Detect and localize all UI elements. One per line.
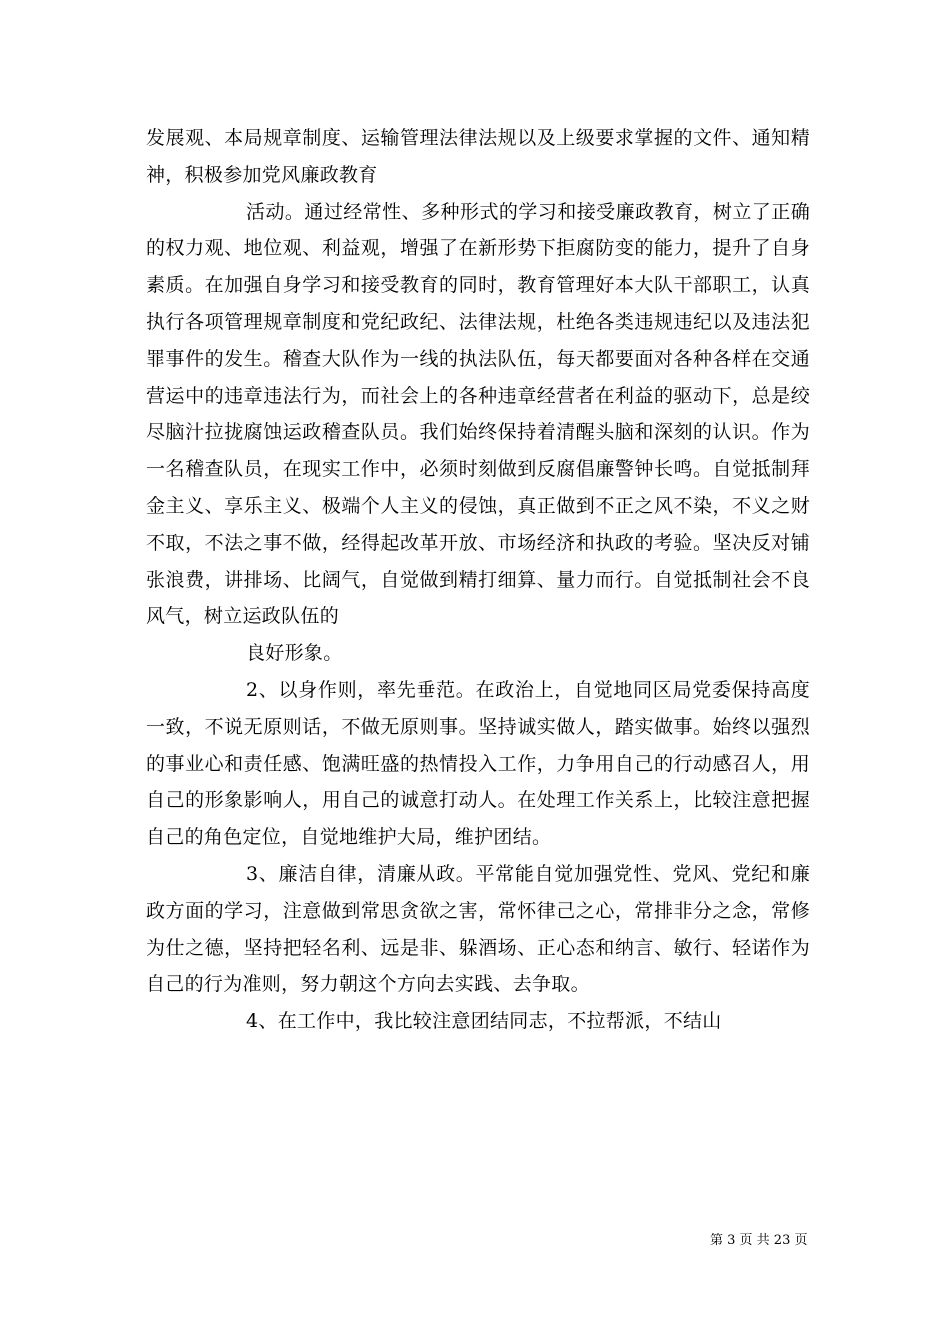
document-body — [146, 120, 810, 1040]
paragraph-5: 3、廉洁自律，清廉从政。平常能自觉加强党性、党风、党纪和廉政方面的学习，注意做到常思贪欲之害，常怀律己之心，常排非分之念，常修为仕之德，坚持把轻名利、远是非、躲酒场、正心态和纳言、敏行、轻诺作为自己的行为准则，努力朝这个方向去实践、去争取。 — [146, 862, 810, 996]
paragraph-3: 良好形象。 — [246, 642, 343, 665]
paragraph-2: 活动。通过经常性、多种形式的学习和接受廉政教育，树立了正确的权力观、地位观、利益观，增强了在新形势下拒腐防变的能力，提升了自身素质。在加强自身学习和接受教育的同时，教育管理好本大队干部职工，认真执行各项管理规章制度和党纪政纪、法律法规，杜绝各类违规违纪以及违法犯罪事件的发生。稽查大队作为一线的执法队伍，每天都要面对各种各样在交通营运中的违章违法行为，而社会上的各种违章经营者在利益的驱动下，总是绞尽脑汁拉拢腐蚀运政稽查队员。我们始终保持着清醒头脑和深刻的认识。作为一名稽查队员，在现实工作中，必须时刻做到反腐倡廉警钟长鸣。自觉抵制拜金主义、享乐主义、极端个人主义的侵蚀，真正做到不正之风不染，不义之财不取，不法之事不做，经得起改革开放、市场经济和执政的考验。坚决反对铺张浪费，讲排场、比阔气，自觉做到精打细算、量力而行。自觉抵制社会不良风气，树立运政队伍的 — [146, 200, 810, 628]
page-number-footer: 第 3 页 共 23 页 — [710, 1233, 808, 1248]
paragraph-1: 发展观、本局规章制度、运输管理法律法规以及上级要求掌握的文件、通知精神，积极参加党风廉政教育 — [146, 127, 810, 186]
paragraph-4: 2、以身作则，率先垂范。在政治上，自觉地同区局党委保持高度一致，不说无原则话，不做无原则事。坚持诚实做人，踏实做事。始终以强烈的事业心和责任感、饱满旺盛的热情投入工作，力争用自己的行动感召人，用自己的形象影响人，用自己的诚意打动人。在处理工作关系上，比较注意把握自己的角色定位，自觉地维护大局，维护团结。 — [146, 678, 810, 849]
paragraph-6: 4、在工作中，我比较注意团结同志，不拉帮派，不结山 — [246, 1010, 722, 1033]
